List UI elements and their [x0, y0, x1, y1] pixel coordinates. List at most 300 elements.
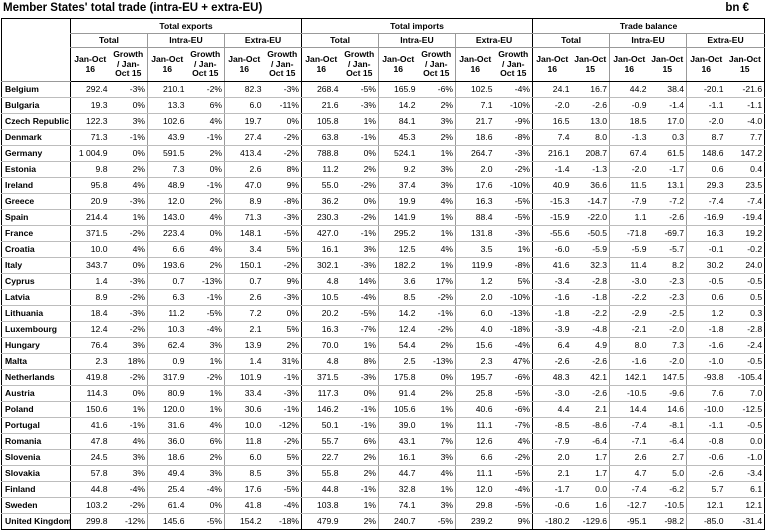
country-name: Denmark [2, 130, 71, 146]
table-cell: 1% [418, 146, 456, 162]
table-row [2, 386, 765, 402]
table-cell: 5.7 [687, 482, 726, 498]
table-cell: 18.6 [456, 130, 495, 146]
table-cell: 141.9 [379, 210, 418, 226]
country-name: Czech Republic [2, 114, 71, 130]
table-cell: 2.0 [533, 450, 572, 466]
table-cell: -10% [495, 178, 533, 194]
table-cell: 7.3 [148, 162, 187, 178]
table-cell: 10.0 [225, 418, 264, 434]
table-cell: -5% [495, 386, 533, 402]
table-cell: -4% [495, 338, 533, 354]
table-cell: 2.3 [456, 354, 495, 370]
table-cell: -3.0 [533, 386, 572, 402]
table-cell: 6.6 [148, 242, 187, 258]
table-cell: 16.1 [379, 450, 418, 466]
table-cell: 1% [418, 482, 456, 498]
table-cell: 47.8 [71, 434, 110, 450]
table-cell: -16.9 [687, 210, 726, 226]
table-cell: 413.4 [225, 146, 264, 162]
table-cell: 19.7 [225, 114, 264, 130]
table-cell: 63.8 [302, 130, 341, 146]
country-name: Austria [2, 386, 71, 402]
subgroup-header-exp-intra: Intra-EU [148, 34, 225, 48]
table-cell: 8.2 [649, 258, 687, 274]
table-cell: 150.6 [71, 402, 110, 418]
table-cell: -6.4 [572, 434, 610, 450]
subgroup-header-imp-intra: Intra-EU [379, 34, 456, 48]
col-header-bal-intra-value: Jan-Oct 16 [610, 48, 649, 82]
table-cell: -0.8 [687, 434, 726, 450]
table-cell: -1.7 [533, 482, 572, 498]
table-cell: 119.9 [456, 258, 495, 274]
table-cell: -6.4 [649, 434, 687, 450]
table-cell: 148.6 [687, 146, 726, 162]
table-cell: 1% [495, 242, 533, 258]
table-cell: 71.3 [71, 130, 110, 146]
table-cell: 0% [110, 98, 148, 114]
table-cell: 4.4 [533, 402, 572, 418]
table-cell: -0.5 [726, 418, 765, 434]
table-cell: 32.3 [572, 258, 610, 274]
table-cell: 2.0 [456, 162, 495, 178]
table-cell: 2.5 [379, 354, 418, 370]
col-header-imp-extra-growth: Growth / Jan-Oct 15 [495, 48, 533, 82]
table-cell: 268.4 [302, 82, 341, 98]
table-cell: 8.0 [572, 130, 610, 146]
table-cell: -10% [495, 98, 533, 114]
table-cell: 6% [187, 434, 225, 450]
country-name: Finland [2, 482, 71, 498]
table-cell: -2.6 [572, 354, 610, 370]
column-header-row [2, 48, 765, 82]
table-cell: -1.1 [726, 98, 765, 114]
table-cell: -4% [187, 482, 225, 498]
table-cell: 1.6 [572, 498, 610, 514]
title-bar [0, 0, 755, 18]
table-cell: 3% [341, 242, 379, 258]
table-cell: -4% [187, 322, 225, 338]
country-name: Latvia [2, 290, 71, 306]
table-cell: -1% [341, 226, 379, 242]
table-cell: -7.9 [533, 434, 572, 450]
table-cell: 2% [264, 338, 302, 354]
table-cell: 165.9 [379, 82, 418, 98]
table-cell: -1.6 [610, 354, 649, 370]
table-row [2, 306, 765, 322]
table-cell: 3% [110, 450, 148, 466]
table-cell: 1.7 [572, 450, 610, 466]
table-cell: 9.8 [71, 162, 110, 178]
table-cell: -2% [187, 370, 225, 386]
table-cell: 0.7 [148, 274, 187, 290]
table-cell: 3% [418, 498, 456, 514]
subgroup-header-bal-extra: Extra-EU [687, 34, 765, 48]
table-cell: 14.6 [649, 402, 687, 418]
table-cell: 2% [341, 450, 379, 466]
table-row [2, 146, 765, 162]
table-cell: -1.8 [533, 306, 572, 322]
table-cell: -10% [495, 290, 533, 306]
table-cell: -2% [495, 162, 533, 178]
table-title: Member States' total trade (intra-EU + extra-EU) [3, 2, 263, 14]
table-cell: -95.1 [610, 514, 649, 530]
table-cell: 6.6 [456, 450, 495, 466]
country-name: Lithuania [2, 306, 71, 322]
table-cell: 13.3 [148, 98, 187, 114]
table-cell: 2% [187, 450, 225, 466]
table-cell: 3% [187, 466, 225, 482]
table-row [2, 226, 765, 242]
table-cell: -2.6 [572, 98, 610, 114]
table-cell: 150.1 [225, 258, 264, 274]
table-cell: 2.7 [649, 450, 687, 466]
table-cell: -6% [495, 402, 533, 418]
subgroup-header-exp-total: Total [71, 34, 148, 48]
table-cell: -2.6 [533, 354, 572, 370]
table-cell: -5% [187, 306, 225, 322]
table-row [2, 482, 765, 498]
table-row [2, 402, 765, 418]
table-cell: -15.9 [533, 210, 572, 226]
table-cell: 7.3 [649, 338, 687, 354]
table-cell: -2% [341, 178, 379, 194]
subgroup-header-row [2, 34, 765, 48]
table-cell: 427.0 [302, 226, 341, 242]
country-name: Greece [2, 194, 71, 210]
table-cell: 0.0 [726, 434, 765, 450]
country-name: Hungary [2, 338, 71, 354]
table-cell: -10.5 [610, 386, 649, 402]
table-cell: -4% [264, 498, 302, 514]
table-cell: 22.7 [302, 450, 341, 466]
table-cell: 230.3 [302, 210, 341, 226]
table-cell: 9% [264, 274, 302, 290]
table-cell: 10.0 [71, 242, 110, 258]
table-cell: -2% [495, 450, 533, 466]
table-cell: 101.9 [225, 370, 264, 386]
table-cell: 8.9 [71, 290, 110, 306]
country-header-cell [2, 19, 71, 82]
table-cell: 117.3 [302, 386, 341, 402]
table-cell: 76.4 [71, 338, 110, 354]
table-cell: 12.1 [726, 498, 765, 514]
table-cell: 239.2 [456, 514, 495, 530]
table-cell: 479.9 [302, 514, 341, 530]
col-header-bal-total-prev: Jan-Oct 15 [572, 48, 610, 82]
table-cell: -5.9 [572, 242, 610, 258]
table-cell: -4.8 [572, 322, 610, 338]
table-row [2, 98, 765, 114]
table-cell: -3% [341, 258, 379, 274]
table-cell: 105.6 [379, 402, 418, 418]
table-cell: 11.2 [148, 306, 187, 322]
table-cell: 18.4 [71, 306, 110, 322]
table-cell: 62.4 [148, 338, 187, 354]
table-cell: 14% [341, 274, 379, 290]
table-cell: 5% [264, 322, 302, 338]
table-cell: 3% [187, 338, 225, 354]
table-cell: 27.4 [225, 130, 264, 146]
table-cell: 1% [341, 114, 379, 130]
table-cell: 24.0 [726, 258, 765, 274]
table-cell: 4.9 [572, 338, 610, 354]
table-cell: -2.0 [610, 162, 649, 178]
table-cell: -7% [495, 418, 533, 434]
table-cell: 5.0 [649, 466, 687, 482]
table-cell: 103.2 [71, 498, 110, 514]
subgroup-header-exp-extra: Extra-EU [225, 34, 302, 48]
table-cell: -5.7 [649, 242, 687, 258]
table-cell: 55.0 [302, 178, 341, 194]
table-cell: -1.8 [572, 290, 610, 306]
table-cell: 61.4 [148, 498, 187, 514]
table-cell: -2% [341, 210, 379, 226]
table-cell: 0.3 [649, 130, 687, 146]
table-cell: -1.3 [572, 162, 610, 178]
col-header-bal-extra-value: Jan-Oct 16 [687, 48, 726, 82]
table-cell: -0.6 [533, 498, 572, 514]
table-cell: -3% [264, 210, 302, 226]
table-cell: 55.7 [302, 434, 341, 450]
table-cell: 7.2 [225, 306, 264, 322]
table-cell: -15.3 [533, 194, 572, 210]
table-cell: -8% [264, 194, 302, 210]
table-cell: 11.4 [610, 258, 649, 274]
country-name: Estonia [2, 162, 71, 178]
country-name: Slovenia [2, 450, 71, 466]
table-cell: 6.3 [148, 290, 187, 306]
table-cell: 210.1 [148, 82, 187, 98]
table-cell: 19.2 [726, 226, 765, 242]
table-cell: 3% [110, 338, 148, 354]
table-cell: 55.8 [302, 466, 341, 482]
table-cell: -5% [418, 514, 456, 530]
table-cell: 0% [187, 498, 225, 514]
table-cell: 49.4 [148, 466, 187, 482]
table-cell: 16.3 [302, 322, 341, 338]
table-cell: -13% [187, 274, 225, 290]
table-row [2, 210, 765, 226]
country-name: Spain [2, 210, 71, 226]
table-row [2, 242, 765, 258]
table-cell: 105.8 [302, 114, 341, 130]
table-cell: 4.7 [610, 466, 649, 482]
table-cell: 31.6 [148, 418, 187, 434]
table-cell: 82.3 [225, 82, 264, 98]
table-cell: 17.0 [649, 114, 687, 130]
table-cell: -2.6 [572, 386, 610, 402]
table-cell: 0% [341, 194, 379, 210]
table-cell: 9.2 [379, 162, 418, 178]
table-cell: 6.1 [726, 482, 765, 498]
table-cell: -85.0 [687, 514, 726, 530]
table-cell: -0.5 [726, 274, 765, 290]
table-cell: 21.7 [456, 114, 495, 130]
table-cell: -7.2 [649, 194, 687, 210]
col-header-exp-extra-value: Jan-Oct 16 [225, 48, 264, 82]
table-cell: 24.5 [71, 450, 110, 466]
table-row [2, 162, 765, 178]
table-row [2, 434, 765, 450]
table-cell: -8.6 [572, 418, 610, 434]
table-cell: 71.3 [225, 210, 264, 226]
table-cell: 10.5 [302, 290, 341, 306]
table-cell: -2.6 [649, 210, 687, 226]
table-cell: 292.4 [71, 82, 110, 98]
table-cell: 154.2 [225, 514, 264, 530]
table-cell: 45.3 [379, 130, 418, 146]
table-cell: -5% [341, 306, 379, 322]
table-cell: 6.4 [533, 338, 572, 354]
table-cell: -7.1 [610, 434, 649, 450]
table-cell: 14.4 [610, 402, 649, 418]
table-row [2, 514, 765, 530]
table-cell: 44.2 [610, 82, 649, 98]
table-cell: 4% [110, 434, 148, 450]
table-cell: 0.6 [687, 162, 726, 178]
table-cell: -1.4 [649, 98, 687, 114]
table-cell: 9% [264, 178, 302, 194]
table-cell: 0.3 [726, 306, 765, 322]
table-cell: 1% [187, 354, 225, 370]
table-cell: 1 004.9 [71, 146, 110, 162]
table-row [2, 114, 765, 130]
table-cell: 25.8 [456, 386, 495, 402]
table-cell: 25.4 [148, 482, 187, 498]
country-name: Germany [2, 146, 71, 162]
table-cell: -1% [110, 130, 148, 146]
table-cell: 30.6 [225, 402, 264, 418]
country-name: Sweden [2, 498, 71, 514]
table-cell: 0% [341, 386, 379, 402]
table-cell: 371.5 [302, 370, 341, 386]
col-header-exp-total-growth: Growth / Jan-Oct 15 [110, 48, 148, 82]
table-cell: 2.0 [456, 290, 495, 306]
table-cell: 214.4 [71, 210, 110, 226]
table-cell: 193.6 [148, 258, 187, 274]
table-cell: 148.1 [225, 226, 264, 242]
table-cell: 29.3 [687, 178, 726, 194]
table-cell: -13% [418, 354, 456, 370]
country-name: Slovakia [2, 466, 71, 482]
table-cell: 1% [418, 258, 456, 274]
table-cell: 131.8 [456, 226, 495, 242]
table-cell: 23.5 [726, 178, 765, 194]
table-cell: -105.4 [726, 370, 765, 386]
subgroup-header-bal-total: Total [533, 34, 610, 48]
col-header-bal-total-value: Jan-Oct 16 [533, 48, 572, 82]
table-cell: -2% [264, 258, 302, 274]
table-cell: -18% [264, 514, 302, 530]
table-cell: 17% [418, 274, 456, 290]
col-header-bal-extra-prev: Jan-Oct 15 [726, 48, 765, 82]
trade-table [1, 18, 765, 530]
table-cell: 16.7 [572, 82, 610, 98]
table-cell: -2% [110, 370, 148, 386]
table-cell: 3% [110, 114, 148, 130]
table-cell: 16.1 [302, 242, 341, 258]
table-cell: -3% [110, 194, 148, 210]
table-cell: -3.9 [533, 322, 572, 338]
table-cell: 37.4 [379, 178, 418, 194]
table-cell: -3.0 [610, 274, 649, 290]
table-cell: 2% [418, 98, 456, 114]
table-row [2, 322, 765, 338]
table-cell: 371.5 [71, 226, 110, 242]
table-cell: -1% [341, 418, 379, 434]
table-cell: 12.1 [687, 498, 726, 514]
table-cell: 102.6 [148, 114, 187, 130]
col-header-bal-intra-prev: Jan-Oct 15 [649, 48, 687, 82]
table-cell: -1.3 [610, 130, 649, 146]
table-cell: 18% [110, 354, 148, 370]
table-cell: 0.5 [726, 290, 765, 306]
table-cell: 1% [418, 226, 456, 242]
table-cell: 12.4 [71, 322, 110, 338]
table-cell: 57.8 [71, 466, 110, 482]
group-header-exports: Total exports [71, 19, 302, 34]
table-cell: 2% [187, 258, 225, 274]
table-cell: -22.0 [572, 210, 610, 226]
table-cell: 2% [341, 514, 379, 530]
table-cell: 29.8 [456, 498, 495, 514]
country-name: Poland [2, 402, 71, 418]
table-cell: 0% [110, 146, 148, 162]
col-header-exp-intra-value: Jan-Oct 16 [148, 48, 187, 82]
country-name: Ireland [2, 178, 71, 194]
table-cell: 1.4 [225, 354, 264, 370]
table-cell: 3.6 [379, 274, 418, 290]
table-cell: 1.2 [687, 306, 726, 322]
table-cell: 2% [187, 194, 225, 210]
table-cell: 145.6 [148, 514, 187, 530]
table-cell: 14.2 [379, 306, 418, 322]
table-cell: 0% [110, 258, 148, 274]
table-cell: 3% [418, 114, 456, 130]
table-cell: 11.8 [225, 434, 264, 450]
table-cell: 36.6 [572, 178, 610, 194]
table-cell: 6.0 [225, 450, 264, 466]
table-cell: 2.6 [225, 162, 264, 178]
table-cell: 524.1 [379, 146, 418, 162]
table-cell: -2% [264, 434, 302, 450]
table-cell: 38.4 [649, 82, 687, 98]
table-cell: 16.3 [456, 194, 495, 210]
table-cell: -2% [264, 130, 302, 146]
table-cell: -1% [341, 130, 379, 146]
subgroup-header-imp-extra: Extra-EU [456, 34, 533, 48]
table-cell: 4.8 [302, 354, 341, 370]
table-cell: 36.0 [148, 434, 187, 450]
table-cell: -0.5 [726, 354, 765, 370]
table-cell: -19.4 [726, 210, 765, 226]
table-cell: -7.4 [610, 418, 649, 434]
table-cell: -1.1 [687, 98, 726, 114]
table-cell: 1% [418, 418, 456, 434]
table-cell: 2% [110, 162, 148, 178]
table-cell: 21.6 [302, 98, 341, 114]
table-cell: 42.1 [572, 370, 610, 386]
table-cell: 1.2 [456, 274, 495, 290]
table-cell: -8% [495, 130, 533, 146]
col-header-imp-total-value: Jan-Oct 16 [302, 48, 341, 82]
table-cell: 17.6 [456, 178, 495, 194]
table-cell: 2.1 [533, 466, 572, 482]
table-cell: -1.7 [649, 162, 687, 178]
table-cell: 33.4 [225, 386, 264, 402]
table-cell: 4% [110, 242, 148, 258]
